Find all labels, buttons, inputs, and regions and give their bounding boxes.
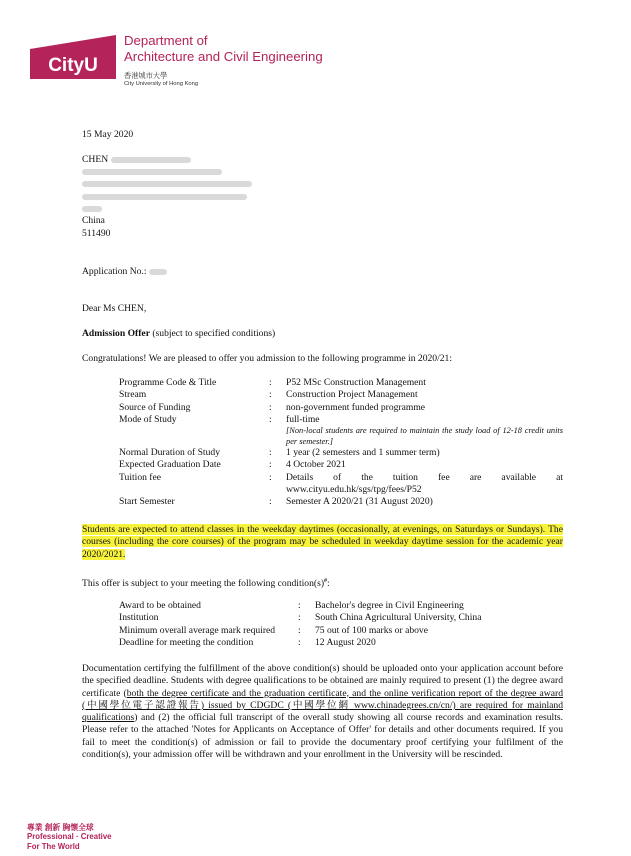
conditions-footnote-mark: #: [324, 578, 328, 584]
programme-row: [119, 447, 563, 459]
condition-row: [119, 625, 539, 637]
programme-label: Programme Code & Title: [119, 377, 217, 388]
recipient-address: [82, 154, 252, 240]
programme-row: [119, 496, 563, 508]
programme-label: Normal Duration of Study: [119, 447, 220, 459]
application-number: [82, 266, 167, 278]
footer-line1: Professional · Creative: [27, 832, 112, 842]
colon: :: [269, 459, 272, 471]
offer-heading: [82, 328, 275, 340]
condition-label: Deadline for meeting the condition: [119, 636, 254, 648]
programme-value: Construction Project Management: [286, 389, 418, 401]
letter-date: 15 May 2020: [82, 129, 134, 140]
programme-row: [119, 377, 563, 389]
salutation: Dear Ms CHEN,: [82, 303, 147, 314]
footer-slogan: [27, 823, 112, 851]
programme-label: Expected Graduation Date: [119, 459, 221, 471]
condition-label: Award to be obtained: [119, 600, 201, 611]
colon: :: [298, 600, 301, 611]
redacted-text: [82, 206, 102, 212]
programme-value: 1 year (2 semesters and 1 summer term): [286, 447, 440, 459]
programme-value: P52 MSc Construction Management: [286, 377, 426, 388]
offer-title-suffix: (subject to specified conditions): [149, 328, 276, 339]
programme-label: Mode of Study: [119, 413, 177, 425]
programme-row: [119, 389, 563, 401]
condition-value: 12 August 2020: [315, 636, 376, 648]
conditions-intro: This offer is subject to your meeting the following condition(s)#:: [82, 578, 330, 590]
university-english-name: City University of Hong Kong: [124, 81, 199, 87]
redacted-text: [82, 181, 252, 187]
condition-row: [119, 612, 539, 624]
programme-label: Source of Funding: [119, 401, 191, 413]
dept-line1: Department of: [124, 33, 208, 48]
svg-text:CityU: CityU: [48, 55, 98, 76]
colon: :: [269, 401, 272, 413]
programme-note: [Non-local students are required to maintain the study load of 12-18 credit units per semester.]: [286, 426, 563, 446]
footer-line2: For The World: [27, 841, 80, 851]
colon: :: [269, 377, 272, 388]
offer-title: Admission Offer: [82, 328, 150, 339]
recipient-postcode: 511490: [82, 227, 111, 239]
colon: :: [269, 389, 272, 401]
cityu-logo: [30, 35, 116, 79]
attendance-notice: [82, 524, 563, 561]
university-chinese-name: 香港城市大學: [124, 71, 168, 80]
recipient-name: CHEN: [82, 154, 109, 165]
redacted-text: [82, 169, 222, 175]
colon: :: [269, 496, 272, 508]
condition-label: Minimum overall average mark required: [119, 624, 276, 636]
department-name: [124, 33, 323, 65]
dept-line2: Architecture and Civil Engineering: [124, 49, 323, 64]
programme-value: Semester A 2020/21 (31 August 2020): [286, 496, 433, 508]
redacted-text: [111, 157, 191, 163]
colon: :: [298, 624, 301, 636]
programme-label: Stream: [119, 389, 147, 401]
condition-label: Institution: [119, 612, 159, 624]
programme-value: non-government funded programme: [286, 401, 426, 413]
documentation-paragraph: Documentation certifying the fulfillment of the above condition(s) should be uploaded onto your application account before the specified deadline. Students with degree qualifications to be obtained are mainly required to present (1) the degree award certificate (both the degree certificate and the graduation certificate, and the online verification report of the degree award (中國學位電子認證報告) issued by CDGDC (中國學位網 www.chinadegrees.cn/cn/) are required for mainland qualifications) and (2) the official full transcript of the overall study showing all course records and examination results. Please refer to the attached 'Notes for Applicants on Acceptance of Offer' for details and other documents required. If you fail to meet the condition(s) of admission or fail to provide the documentary proof certifying your fulfilment of the condition(s), your admission offer will be withdrawn and your enrollment in the University will be rescinded.: [82, 663, 563, 761]
conditions-table: [119, 600, 539, 649]
condition-value: 75 out of 100 marks or above: [315, 624, 428, 636]
condition-row: [119, 600, 539, 612]
programme-table: [119, 377, 563, 509]
programme-row: [119, 402, 563, 414]
programme-value: full-time [Non-local students are required to maintain the study load of 12-18 credit units per semester.]: [286, 413, 563, 446]
redacted-text: [82, 194, 247, 200]
condition-value: Bachelor's degree in Civil Engineering: [315, 600, 464, 611]
programme-label: Start Semester: [119, 496, 175, 508]
colon: :: [269, 413, 272, 425]
recipient-country: China: [82, 215, 105, 227]
condition-value: South China Agricultural University, China: [315, 612, 482, 624]
colon: :: [298, 612, 301, 624]
programme-row: [119, 472, 563, 497]
programme-value: Details of the tuition fee are available at www.cityu.edu.hk/sgs/tpg/fees/P52: [286, 471, 563, 496]
redacted-text: [149, 269, 167, 275]
colon: :: [298, 636, 301, 648]
condition-row: [119, 637, 539, 649]
programme-value: 4 October 2021: [286, 459, 346, 471]
footer-chinese: 專業 創新 胸懷全球: [27, 823, 94, 832]
programme-row: [119, 414, 563, 447]
congratulations-text: Congratulations! We are pleased to offer you admission to the following programme in 2020/21:: [82, 353, 453, 364]
programme-label: Tuition fee: [119, 471, 162, 483]
highlighted-notice: Students are expected to attend classes in the weekday daytimes (occasionally, at evenings, on Saturdays or Sundays). The courses (including the core courses) of the program may be scheduled in weekday daytime session for the academic year 2020/2021.: [82, 524, 563, 560]
application-no-label: Application No.:: [82, 266, 147, 277]
mainland-requirement-underlined: both the degree certificate and the graduation certificate, and the online verification report of the degree award (中國學位電子認證報告) issued by CDGDC (中國學位網 www.chinadegrees.cn/cn/) are required for mainland qualifications: [82, 687, 563, 724]
colon: :: [269, 471, 272, 483]
colon: :: [269, 447, 272, 459]
programme-row: [119, 459, 563, 471]
